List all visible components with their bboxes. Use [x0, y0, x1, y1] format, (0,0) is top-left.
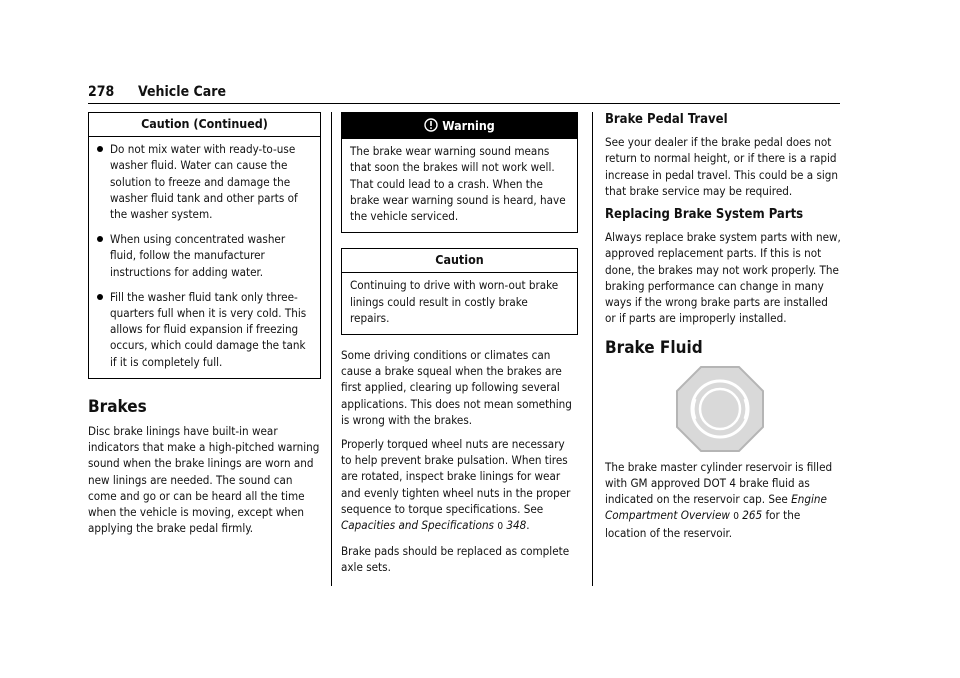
bullet-dot-icon: [97, 146, 103, 152]
caution-bullet: Fill the washer fluid tank only three-quarters full when it is very cold. This allows for fluid expansion if freezing occurs, which could damage the tank if it is completely full.: [97, 289, 312, 370]
caution-bullet: When using concentrated washer fluid, follow the manufacturer instructions for adding water.: [97, 231, 312, 280]
engine-compartment-page-link[interactable]: 265: [742, 508, 763, 523]
brakes-heading: Brakes: [88, 396, 147, 417]
warning-box: [341, 112, 578, 233]
warning-icon: [424, 118, 438, 132]
page-number: 278: [88, 84, 115, 100]
engine-compartment-link[interactable]: Engine Compartment Overview: [605, 492, 827, 523]
column-1: [88, 112, 321, 544]
column-2: [341, 112, 578, 584]
column-divider-2: [592, 112, 593, 586]
section-title: Vehicle Care: [138, 84, 227, 100]
caution-text: Continuing to drive with worn-out brake linings could result in costly brake repairs.: [350, 278, 559, 325]
caution-continued-body: [89, 137, 320, 378]
brake-fluid-paragraph: The brake master cylinder reservoir is filled with GM approved DOT 4 brake fluid as indicated on the reservoir cap. See Engine Compartment Overview 0 265 for the location of the reservoir.: [605, 459, 833, 541]
column-divider-1: [331, 112, 332, 586]
page-header: [88, 84, 840, 104]
bullet-dot-icon: [97, 236, 103, 242]
page-ref-arrow-icon: 0: [497, 521, 504, 533]
brakes-paragraph: Disc brake linings have built-in wear indicators that make a high-pitched warning sound when the brake linings are worn and new linings are needed. The sound can come and go or can be heard all the time when the vehicle is moving, except when applying the brake pedal firmly.: [88, 424, 320, 536]
warning-title: Warning: [442, 118, 495, 133]
capacities-link[interactable]: Capacities and Specifications: [341, 518, 494, 533]
brake-pedal-travel-heading: Brake Pedal Travel: [605, 112, 728, 127]
brake-fluid-cap-icon: [675, 365, 765, 453]
caution-bullet: Do not mix water with ready-to-use washer fluid. Water can cause the solution to freeze and damage the washer fluid tank and other parts of the washer system.: [97, 141, 312, 222]
warning-body: [342, 139, 577, 232]
column-3: [605, 112, 841, 550]
brake-fluid-heading: Brake Fluid: [605, 338, 703, 359]
caution-continued-title: Caution (Continued): [89, 113, 320, 137]
caution-continued-box: [88, 112, 321, 379]
brake-squeal-paragraph: Some driving conditions or climates can cause a brake squeal when the brakes are first applied, clearing up following several applications. This does not mean something is wrong with the brakes.: [341, 348, 572, 427]
header-rule: [88, 103, 840, 104]
caution-title: Caution: [342, 249, 577, 273]
replacing-parts-heading: Replacing Brake System Parts: [605, 207, 804, 223]
brake-pedal-travel-paragraph: See your dealer if the brake pedal does not return to normal height, or if there is a rapid increase in pedal travel. This could be a sign that brake service may be required.: [605, 135, 839, 198]
page-ref-arrow-icon: 0: [733, 511, 739, 523]
warning-title-bar: [342, 113, 577, 139]
caution-box: [341, 248, 578, 335]
brake-pads-paragraph: Brake pads should be replaced as complete axle sets.: [341, 544, 570, 575]
warning-text: The brake wear warning sound means that soon the brakes will not work well. That could lead to a crash. When the brake wear warning sound is heard, have the vehicle serviced.: [350, 144, 566, 224]
wheel-nuts-paragraph: Properly torqued wheel nuts are necessary to help prevent brake pulsation. When tires are rotated, inspect brake linings for wear and evenly tighten wheel nuts in the proper sequence to torque specifications. See Capacities and Specifications 0 348.: [341, 437, 571, 533]
replacing-parts-paragraph: Always replace brake system parts with new, approved replacement parts. If this is not done, the brakes may not work properly. The braking performance can change in many ways if the wrong brake parts are installed or if parts are improperly installed.: [605, 230, 841, 326]
bullet-dot-icon: [97, 294, 103, 300]
capacities-page-link[interactable]: 348: [506, 518, 527, 533]
caution-body: [342, 273, 577, 334]
